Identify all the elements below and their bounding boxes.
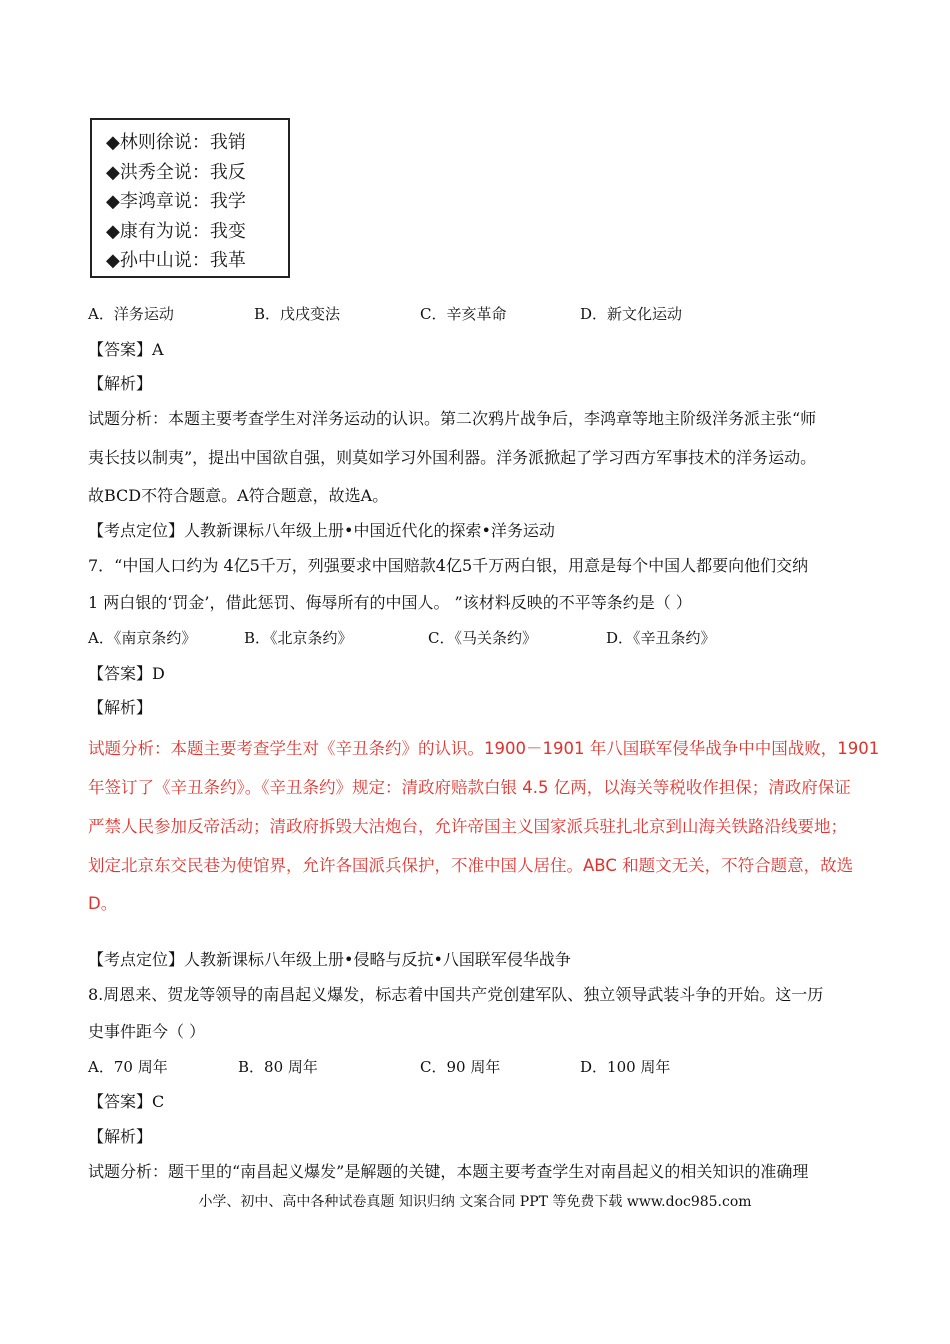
quote-box	[90, 118, 290, 278]
q7-analysis-line: 划定北京东交民巷为使馆界，允许各国派兵保护，不准中国人居住。ABC 和题文无关，不符合题意，故选	[88, 856, 854, 875]
q6-answer: 【答案】A	[88, 340, 164, 359]
q6-analysis-line: 夷长技以制夷”，提出中国欲自强，则莫如学习外国利器。洋务派掀起了学习西方军事技术的洋务运动。	[88, 448, 817, 467]
q6-analysis-line: 故BCD不符合题意。A符合题意，故选A。	[88, 486, 389, 505]
page-footer: 小学、初中、高中各种试卷真题 知识归纳 文案合同 PPT 等免费下载 www.doc985.com	[198, 1194, 752, 1210]
q7-analysis-label: 【解析】	[88, 698, 153, 717]
q6-option-c: C．辛亥革命	[420, 305, 507, 323]
q7-option-b: B．《北京条约》	[244, 629, 353, 647]
q7-analysis-line: 严禁人民参加反帝活动；清政府拆毁大沽炮台，允许帝国主义国家派兵驻扎北京到山海关铁路沿线要地；	[88, 817, 847, 836]
q7-stem-line: 7．“中国人口约为 4亿5千万，列强要求中国赔款4亿5千万两白银，用意是每个中国人都要向他们交纳	[88, 556, 809, 575]
q6-option-b: B．戊戌变法	[254, 305, 341, 323]
q6-option-d: D．新文化运动	[580, 305, 683, 323]
q8-analysis-line: 试题分析：题干里的“南昌起义爆发”是解题的关键，本题主要考查学生对南昌起义的相关知识的准确理	[88, 1162, 809, 1181]
quote-item: ◆洪秀全说：我反	[106, 161, 246, 183]
q6-analysis-line: 试题分析：本题主要考查学生对洋务运动的认识。第二次鸦片战争后，李鸿章等地主阶级洋务派主张“师	[88, 409, 817, 428]
q6-analysis-label: 【解析】	[88, 374, 153, 393]
q8-option-c: C．90 周年	[420, 1058, 501, 1076]
q8-stem-line: 8.周恩来、贺龙等领导的南昌起义爆发，标志着中国共产党创建军队、独立领导武装斗争的开始。这一历	[88, 985, 824, 1004]
q8-option-b: B．80 周年	[238, 1058, 318, 1076]
q7-option-c: C．《马关条约》	[428, 629, 537, 647]
quote-item: ◆孙中山说：我革	[106, 250, 246, 271]
q6-option-a: A．洋务运动	[88, 305, 174, 323]
quote-item: ◆李鸿章说：我学	[106, 191, 246, 212]
q8-answer: 【答案】C	[88, 1092, 165, 1111]
quote-item: ◆林则徐说：我销	[106, 132, 246, 153]
q7-analysis-line: 试题分析：本题主要考查学生对《辛丑条约》的认识。1900－1901 年八国联军侵华战争中中国战败，1901	[88, 739, 880, 758]
q7-answer: 【答案】D	[88, 664, 165, 683]
q7-option-a: A．《南京条约》	[88, 629, 197, 647]
q8-analysis-label: 【解析】	[88, 1127, 153, 1146]
q8-option-d: D．100 周年	[580, 1058, 671, 1076]
q6-kaodian: 【考点定位】人教新课标八年级上册•中国近代化的探索•洋务运动	[88, 521, 555, 540]
q7-option-d: D．《辛丑条约》	[606, 629, 716, 647]
q7-analysis-line: 年签订了《辛丑条约》。《辛丑条约》规定：清政府赔款白银 4.5 亿两，以海关等税收作担保；清政府保证	[88, 778, 851, 797]
q7-kaodian: 【考点定位】人教新课标八年级上册•侵略与反抗•八国联军侵华战争	[88, 950, 571, 969]
q7-analysis-line: D。	[88, 894, 118, 913]
q7-stem-line: 1 两白银的‘罚金’，借此惩罚、侮辱所有的中国人。 ”该材料反映的不平等条约是（ ）	[88, 593, 692, 612]
q8-stem-line: 史事件距今（ ）	[88, 1022, 206, 1041]
q8-option-a: A．70 周年	[88, 1058, 168, 1076]
quote-item: ◆康有为说：我变	[106, 220, 246, 242]
